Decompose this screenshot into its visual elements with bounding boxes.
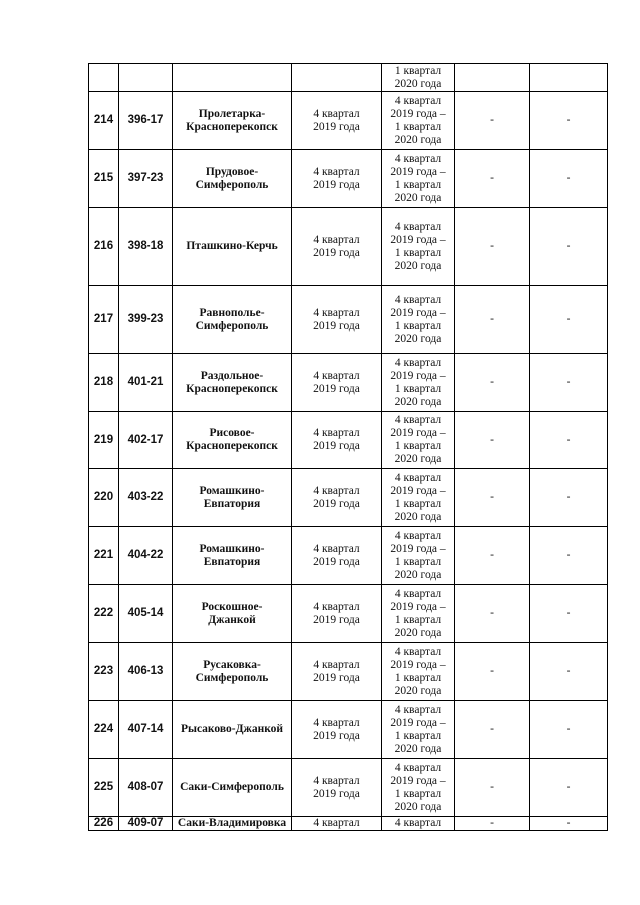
cell-col6: - [455,527,530,585]
cell-number [89,64,119,92]
cell-number: 214 [89,92,119,150]
cell-start: 4 квартал 2019 года [292,92,382,150]
cell-number: 220 [89,469,119,527]
cell-start [292,64,382,92]
cell-start: 4 квартал 2019 года [292,150,382,208]
cell-period: 4 квартал 2019 года – 1 квартал 2020 года [382,286,455,354]
cell-code: 408-07 [119,759,173,817]
cell-name: Русаковка- Симферополь [173,643,292,701]
cell-name: Ромашкино- Евпатория [173,469,292,527]
cell-code: 396-17 [119,92,173,150]
table-row [89,759,608,817]
cell-col6: - [455,92,530,150]
cell-code: 401-21 [119,354,173,412]
cell-col7: - [530,817,608,831]
cell-period: 4 квартал 2019 года – 1 квартал 2020 года [382,701,455,759]
table-row [89,527,608,585]
cell-col6: - [455,701,530,759]
table-row [89,92,608,150]
cell-col7 [530,64,608,92]
cell-start: 4 квартал 2019 года [292,701,382,759]
cell-code [119,64,173,92]
cell-name: Прудовое- Симферополь [173,150,292,208]
cell-name: Равнополье- Симферополь [173,286,292,354]
cell-start: 4 квартал 2019 года [292,585,382,643]
cell-period: 4 квартал 2019 года – 1 квартал 2020 года [382,354,455,412]
cell-number: 219 [89,412,119,469]
table-row-continued [89,64,608,92]
cell-col7: - [530,286,608,354]
cell-code: 406-13 [119,643,173,701]
cell-col6: - [455,759,530,817]
cell-name: Пташкино-Керчь [173,208,292,286]
cell-start: 4 квартал 2019 года [292,527,382,585]
cell-name: Рысаково-Джанкой [173,701,292,759]
cell-start: 4 квартал 2019 года [292,412,382,469]
cell-code: 405-14 [119,585,173,643]
cell-period: 4 квартал 2019 года – 1 квартал 2020 года [382,150,455,208]
cell-col6: - [455,286,530,354]
cell-code: 407-14 [119,701,173,759]
table-row-partial [89,817,608,831]
cell-number: 225 [89,759,119,817]
table-row [89,286,608,354]
cell-col6: - [455,469,530,527]
cell-code: 399-23 [119,286,173,354]
table-row [89,643,608,701]
cell-start: 4 квартал 2019 года [292,469,382,527]
cell-period: 4 квартал 2019 года – 1 квартал 2020 года [382,208,455,286]
cell-code: 409-07 [119,817,173,831]
cell-col7: - [530,469,608,527]
cell-number: 226 [89,817,119,831]
cell-period: 4 квартал [382,817,455,831]
cell-start: 4 квартал 2019 года [292,208,382,286]
cell-col6: - [455,643,530,701]
cell-period: 4 квартал 2019 года – 1 квартал 2020 года [382,643,455,701]
cell-start: 4 квартал 2019 года [292,643,382,701]
table-body [89,64,608,831]
cell-col6: - [455,208,530,286]
cell-col7: - [530,759,608,817]
cell-name: Рисовое- Красноперекопск [173,412,292,469]
cell-period: 4 квартал 2019 года – 1 квартал 2020 года [382,527,455,585]
cell-start: 4 квартал [292,817,382,831]
cell-number: 218 [89,354,119,412]
cell-col7: - [530,412,608,469]
cell-col7: - [530,354,608,412]
table-row [89,585,608,643]
cell-col6 [455,64,530,92]
cell-name: Ромашкино- Евпатория [173,527,292,585]
cell-code: 402-17 [119,412,173,469]
cell-start: 4 квартал 2019 года [292,286,382,354]
cell-code: 397-23 [119,150,173,208]
cell-col7: - [530,208,608,286]
cell-number: 215 [89,150,119,208]
cell-number: 224 [89,701,119,759]
cell-col7: - [530,92,608,150]
cell-period: 4 квартал 2019 года – 1 квартал 2020 года [382,759,455,817]
schedule-table [88,63,608,831]
cell-start: 4 квартал 2019 года [292,759,382,817]
cell-number: 222 [89,585,119,643]
cell-period: 4 квартал 2019 года – 1 квартал 2020 года [382,92,455,150]
table-row [89,701,608,759]
cell-col7: - [530,643,608,701]
cell-number: 223 [89,643,119,701]
table-row [89,150,608,208]
cell-col7: - [530,585,608,643]
cell-col6: - [455,817,530,831]
cell-col7: - [530,701,608,759]
table-row [89,469,608,527]
table-row [89,412,608,469]
cell-name: Саки-Симферополь [173,759,292,817]
cell-period: 4 квартал 2019 года – 1 квартал 2020 года [382,585,455,643]
cell-number: 216 [89,208,119,286]
cell-period: 1 квартал 2020 года [382,64,455,92]
cell-name: Пролетарка- Красноперекопск [173,92,292,150]
cell-name: Раздольное- Красноперекопск [173,354,292,412]
cell-number: 221 [89,527,119,585]
table-row [89,354,608,412]
cell-code: 398-18 [119,208,173,286]
cell-name [173,64,292,92]
table-row [89,208,608,286]
cell-col6: - [455,585,530,643]
cell-col7: - [530,527,608,585]
cell-name: Саки-Владимировка [173,817,292,831]
cell-start: 4 квартал 2019 года [292,354,382,412]
cell-col6: - [455,354,530,412]
cell-code: 403-22 [119,469,173,527]
cell-number: 217 [89,286,119,354]
cell-code: 404-22 [119,527,173,585]
cell-col6: - [455,150,530,208]
cell-col7: - [530,150,608,208]
cell-period: 4 квартал 2019 года – 1 квартал 2020 года [382,412,455,469]
cell-name: Роскошное- Джанкой [173,585,292,643]
cell-period: 4 квартал 2019 года – 1 квартал 2020 года [382,469,455,527]
cell-col6: - [455,412,530,469]
